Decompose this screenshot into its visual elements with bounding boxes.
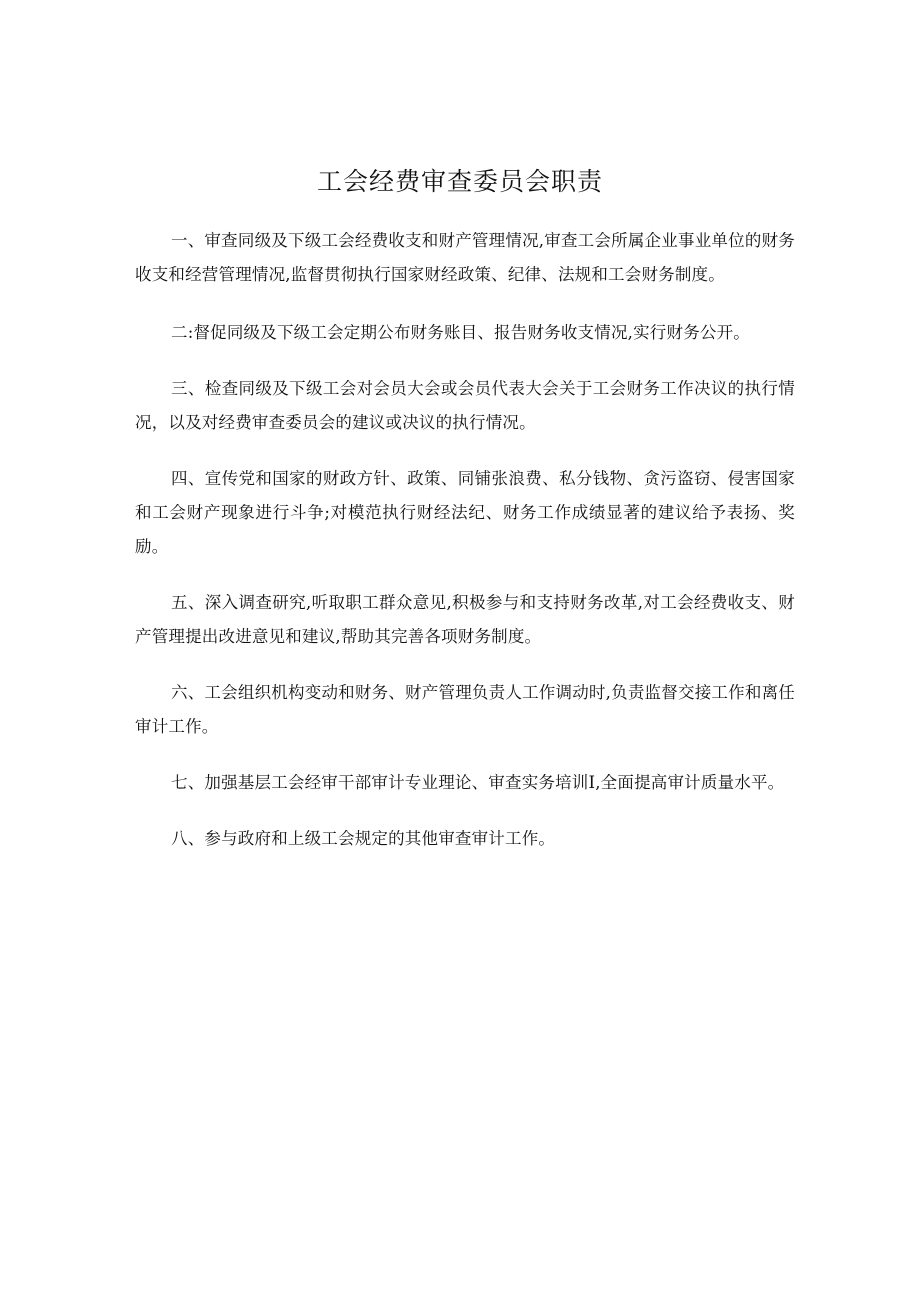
clause-4: 四、宣传党和国家的财政方针、政策、同铺张浪费、私分钱物、贪污盗窃、侵害国家和工会财产现象进行斗争;对模范执行财经法纪、财务工作成绩显著的建议给予表扬、奖励。: [135, 469, 795, 556]
clause-1: 一、审查同级及下级工会经费收支和财产管理情况,审查工会所属企业事业单位的财务收支和经营管理情况,监督贯彻执行国家财经政策、纪律、法规和工会财务制度。: [135, 231, 795, 284]
clause-3: 三、检查同级及下级工会对会员大会或会员代表大会关于工会财务工作决议的执行情况，以及对经费审查委员会的建议或决议的执行情况。: [135, 379, 795, 432]
clause-2: 二:督促同级及下级工会定期公布财务账目、报告财务收支情况,实行财务公开。: [171, 323, 751, 342]
clause-8: 八、参与政府和上级工会规定的其他审查审计工作。: [171, 829, 556, 848]
clause-6: 六、工会组织机构变动和财务、财产管理负责人工作调动时,负责监督交接工作和离任审计工作。: [135, 683, 795, 736]
document-title: 工会经费审查委员会职责: [316, 167, 603, 196]
clause-7: 七、加强基层工会经审干部审计专业理论、审查实务培训I,全面提高审计质量水平。: [171, 773, 785, 792]
clause-5: 五、深入调查研究,听取职工群众意见,积极参与和支持财务改革,对工会经费收支、财产管理提出改进意见和建议,帮助其完善各项财务制度。: [135, 593, 795, 646]
